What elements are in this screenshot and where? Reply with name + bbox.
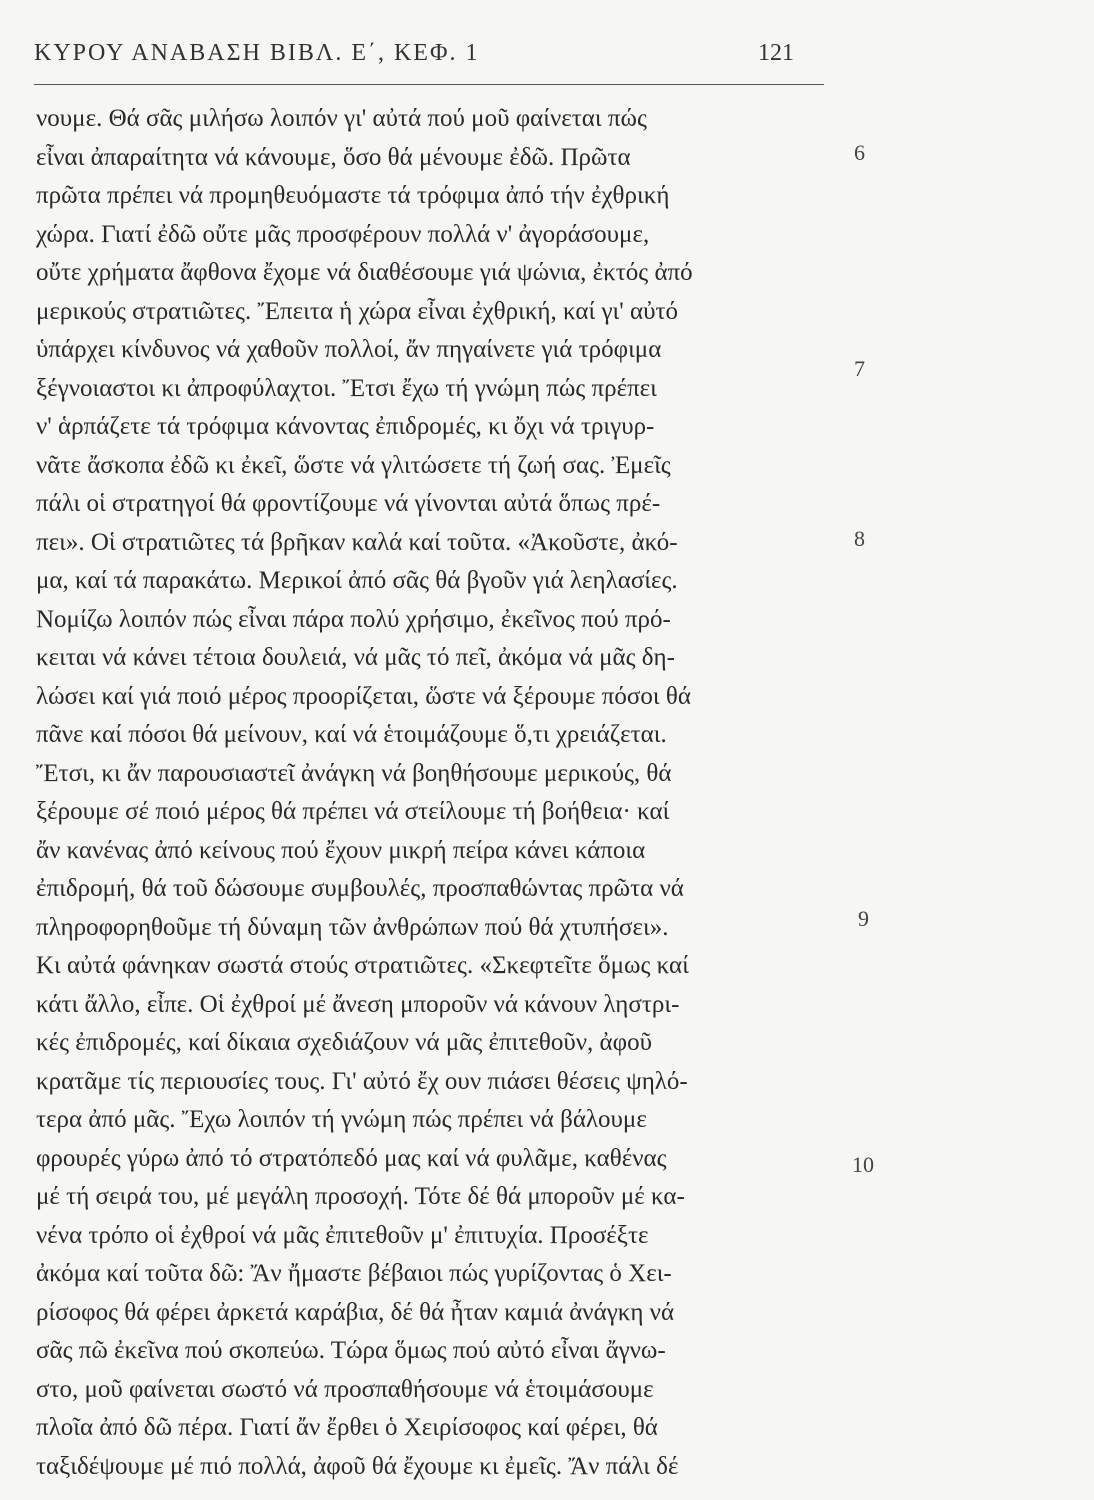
text-line: πᾶνε καί πόσοι θά μείνουν, καί νά ἑτοιμάζουμε ὅ,τι χρειάζεται.	[36, 721, 667, 748]
running-title: ΚΥΡΟΥ ΑΝΑΒΑΣΗ ΒΙΒΛ. Ε΄, ΚΕΦ. 1	[34, 40, 480, 66]
section-number: 10	[852, 1152, 874, 1177]
text-line: ν' ἁρπάζετε τά τρόφιμα κάνοντας ἐπιδρομές, κι ὄχι νά τριγυρ-	[36, 413, 655, 440]
text-line: μέ τή σειρά του, μέ μεγάλη προσοχή. Τότε δέ θά μποροῦν μέ κα-	[36, 1183, 685, 1210]
text-line: κάτι ἄλλο, εἶπε. Οἱ ἐχθροί μέ ἄνεση μποροῦν νά κάνουν ληστρι-	[36, 990, 680, 1018]
text-line: πάλι οἱ στρατηγοί θά φροντίζουμε νά γίνονται αὐτά ὅπως πρέ-	[36, 490, 661, 517]
text-line: ξέγνοιαστοι κι ἀπροφύλαχτοι. Ἔτσι ἔχω τή γνώμη πώς πρέπει	[36, 374, 657, 402]
page-number: 121	[758, 40, 794, 66]
section-number: 9	[858, 906, 869, 931]
text-line: λώσει καί γιά ποιό μέρος προορίζεται, ὥστε νά ξέρουμε πόσοι θά	[36, 682, 691, 710]
text-line: νένα τρόπο οἱ ἐχθροί νά μᾶς ἐπιτεθοῦν μ' ἐπιτυχία. Προσέξτε	[36, 1221, 649, 1249]
text-line: ρίσοφος θά φέρει ἀρκετά καράβια, δέ θά ἦταν καμιά ἀνάγκη νά	[36, 1298, 675, 1326]
text-line: οὔτε χρήματα ἄφθονα ἔχομε νά διαθέσουμε γιά ψώνια, ἐκτός ἀπό	[36, 259, 693, 286]
section-number: 6	[854, 140, 865, 165]
section-number: 8	[854, 526, 865, 551]
text-line: Κι αὐτά φάνηκαν σωστά στούς στρατιῶτες. «Σκεφτεῖτε ὅμως καί	[36, 952, 689, 979]
text-line: πλοῖα ἀπό δῶ πέρα. Γιατί ἄν ἔρθει ὁ Χειρίσοφος καί φέρει, θά	[36, 1414, 658, 1441]
text-line: Νομίζω λοιπόν πώς εἶναι πάρα πολύ χρήσιμο, ἐκεῖνος πού πρό-	[36, 605, 671, 633]
text-line: μα, καί τά παρακάτω. Μερικοί ἀπό σᾶς θά βγοῦν γιά λεηλασίες.	[36, 567, 678, 594]
text-line: ἄν κανένας ἀπό κείνους πού ἔχουν μικρή πείρα κάνει κάποια	[36, 836, 646, 864]
text-line: τερα ἀπό μᾶς. Ἔχω λοιπόν τή γνώμη πώς πρέπει νά βάλουμε	[36, 1106, 647, 1133]
text-line: ξέρουμε σέ ποιό μέρος θά πρέπει νά στείλουμε τή βοήθεια· καί	[36, 798, 670, 825]
text-line: κειται νά κάνει τέτοια δουλειά, νά μᾶς τό πεῖ, ἀκόμα νά μᾶς δη-	[36, 644, 675, 671]
text-line: πρῶτα πρέπει νά προμηθευόμαστε τά τρόφιμα ἀπό τήν ἐχθρική	[36, 182, 670, 209]
text-line: Ἔτσι, κι ἄν παρουσιαστεῖ ἀνάγκη νά βοηθήσουμε μερικούς, θά	[36, 759, 672, 787]
running-header	[34, 40, 824, 85]
text-line: ἀκόμα καί τοῦτα δῶ: Ἄν ἤμαστε βέβαιοι πώς γυρίζοντας ὁ Χει-	[36, 1260, 672, 1287]
text-line: νᾶτε ἄσκοπα ἐδῶ κι ἐκεῖ, ὥστε νά γλιτώσετε τή ζωή σας. Ἐμεῖς	[36, 451, 671, 479]
text-line: εἶναι ἀπαραίτητα νά κάνουμε, ὅσο θά μένουμε ἐδῶ. Πρῶτα	[36, 143, 631, 171]
body-text	[36, 100, 826, 1486]
text-line: νουμε. Θά σᾶς μιλήσω λοιπόν γι' αὐτά πού μοῦ φαίνεται πώς	[36, 105, 647, 132]
text-line: ὑπάρχει κίνδυνος νά χαθοῦν πολλοί, ἄν πηγαίνετε γιά τρόφιμα	[36, 336, 662, 363]
text-line: πει». Οἱ στρατιῶτες τά βρῆκαν καλά καί τοῦτα. «Ἀκοῦστε, ἀκό-	[36, 528, 678, 556]
text-line: στο, μοῦ φαίνεται σωστό νά προσπαθήσουμε νά ἑτοιμάσουμε	[36, 1375, 654, 1403]
text-line: ἐπιδρομή, θά τοῦ δώσουμε συμβουλές, προσπαθώντας πρῶτα νά	[36, 875, 684, 902]
text-line: φρουρές γύρω ἀπό τό στρατόπεδό μας καί νά φυλᾶμε, καθένας	[36, 1144, 667, 1172]
text-line: σᾶς πῶ ἐκεῖνα πού σκοπεύω. Τώρα ὅμως πού αὐτό εἶναι ἄγνω-	[36, 1337, 666, 1364]
text-line: μερικούς στρατιῶτες. Ἔπειτα ἡ χώρα εἶναι ἐχθρική, καί γι' αὐτό	[36, 297, 678, 325]
text-line: ταξιδέψουμε μέ πιό πολλά, ἀφοῦ θά ἔχουμε κι ἐμεῖς. Ἄν πάλι δέ	[36, 1452, 679, 1480]
section-number: 7	[854, 356, 865, 381]
text-line: κρατᾶμε τίς περιουσίες τους. Γι' αὐτό ἔχ ουν πιάσει θέσεις ψηλό-	[36, 1067, 688, 1095]
text-line: πληροφορηθοῦμε τή δύναμη τῶν ἀνθρώπων πού θά χτυπήσει».	[36, 913, 669, 941]
text-line: κές ἐπιδρομές, καί δίκαια σχεδιάζουν νά μᾶς ἐπιτεθοῦν, ἀφοῦ	[36, 1029, 652, 1056]
text-line: χώρα. Γιατί ἐδῶ οὔτε μᾶς προσφέρουν πολλά ν' ἀγοράσουμε,	[36, 220, 650, 248]
